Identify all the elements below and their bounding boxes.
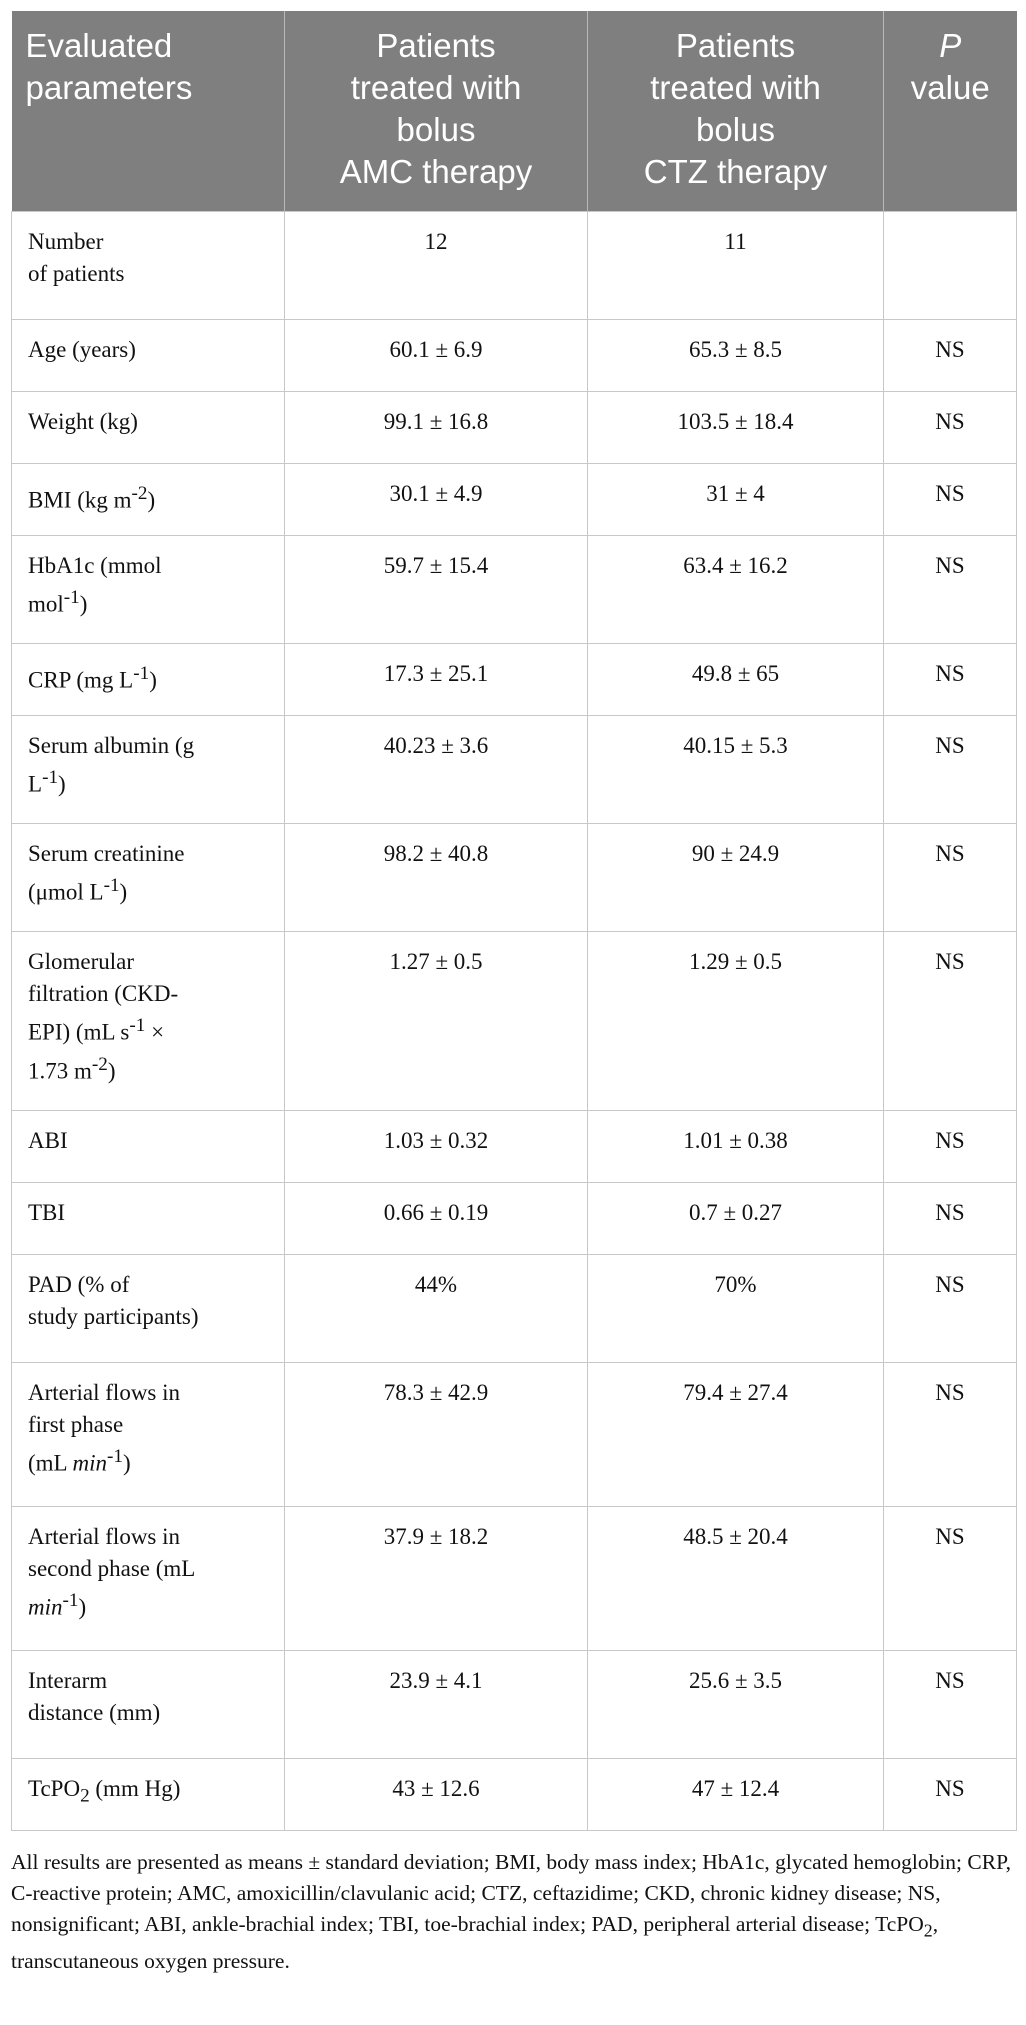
p-value: NS xyxy=(884,1507,1017,1651)
param-cell xyxy=(12,1759,285,1831)
header-evaluated-parameters xyxy=(12,11,285,212)
header-text: Patients xyxy=(675,27,796,64)
param-text: L xyxy=(28,771,43,797)
table-row xyxy=(12,392,1017,464)
param-text: Number xyxy=(28,229,104,254)
amc-value: 30.1 ± 4.9 xyxy=(285,464,588,536)
header-text: treated with xyxy=(650,69,821,106)
amc-value: 0.66 ± 0.19 xyxy=(285,1183,588,1255)
param-cell xyxy=(12,716,285,824)
table-row xyxy=(12,716,1017,824)
footnote-text: , transcutaneous oxygen pressure. xyxy=(11,1912,939,1974)
param-italic: min xyxy=(28,1594,63,1620)
header-p-value xyxy=(884,11,1017,212)
param-text: Serum albumin (g xyxy=(28,733,195,758)
param-superscript: -1 xyxy=(103,875,120,896)
amc-value: 37.9 ± 18.2 xyxy=(285,1507,588,1651)
ctz-value: 31 ± 4 xyxy=(588,464,884,536)
param-cell: TBI xyxy=(12,1183,285,1255)
table-row xyxy=(12,1759,1017,1831)
p-value: NS xyxy=(884,1651,1017,1759)
ctz-value: 48.5 ± 20.4 xyxy=(588,1507,884,1651)
table-row xyxy=(12,1255,1017,1363)
param-text: (μmol L xyxy=(28,879,104,905)
param-text: ) xyxy=(78,1594,87,1620)
param-text: of patients xyxy=(28,261,125,286)
param-text: ) xyxy=(58,771,66,797)
param-text: filtration (CKD- xyxy=(28,981,179,1006)
param-superscript: -1 xyxy=(62,1590,79,1611)
param-cell: ABI xyxy=(12,1111,285,1183)
amc-value: 1.27 ± 0.5 xyxy=(285,932,588,1111)
param-cell xyxy=(12,1363,285,1507)
table-footnote xyxy=(11,1847,1016,1977)
param-superscript: -1 xyxy=(42,767,59,788)
param-text: Arterial flows in xyxy=(28,1380,181,1405)
param-text: Arterial flows in xyxy=(28,1524,181,1549)
header-text: value xyxy=(910,69,990,106)
param-superscript: -2 xyxy=(131,483,148,504)
table-row xyxy=(12,824,1017,932)
param-cell xyxy=(12,1651,285,1759)
param-superscript: -1 xyxy=(133,663,150,684)
p-value: NS xyxy=(884,824,1017,932)
p-value: NS xyxy=(884,644,1017,716)
param-cell xyxy=(12,932,285,1111)
param-cell xyxy=(12,536,285,644)
param-text: mol xyxy=(28,591,64,617)
header-text: CTZ therapy xyxy=(643,153,828,190)
amc-value: 43 ± 12.6 xyxy=(285,1759,588,1831)
param-text: first phase xyxy=(28,1412,124,1437)
header-text xyxy=(898,25,1003,67)
ctz-value: 1.01 ± 0.38 xyxy=(588,1111,884,1183)
header-ctz xyxy=(588,11,884,212)
footnote-text: All results are presented as means ± standard deviation; BMI, body mass index; HbA1c, glycated hemoglobin; CRP, C-reactive protein; AMC, amoxicillin/clavulanic acid; CTZ, ceftazidime; CKD, chronic kidney disease; NS, nonsignificant; ABI, ankle-brachial index; TBI, toe-brachial index; PAD, peripheral arterial disease; TcPO xyxy=(11,1850,1012,1936)
ctz-value: 25.6 ± 3.5 xyxy=(588,1651,884,1759)
amc-value: 60.1 ± 6.9 xyxy=(285,320,588,392)
param-superscript: -1 xyxy=(129,1015,146,1036)
footnote-subscript: 2 xyxy=(923,1920,933,1941)
header-amc xyxy=(285,11,588,212)
p-value: NS xyxy=(884,464,1017,536)
table-row xyxy=(12,212,1017,320)
table-row xyxy=(12,1363,1017,1507)
param-text: distance (mm) xyxy=(28,1700,161,1725)
param-text: ) xyxy=(119,879,128,905)
param-text: Glomerular xyxy=(28,949,135,974)
param-text: study participants) xyxy=(28,1304,199,1329)
p-value: NS xyxy=(884,932,1017,1111)
ctz-value: 79.4 ± 27.4 xyxy=(588,1363,884,1507)
param-text: ) xyxy=(149,667,157,693)
param-text: Serum creatinine xyxy=(28,841,185,866)
param-text: ) xyxy=(122,1450,131,1476)
p-italic: P xyxy=(939,27,962,64)
param-cell xyxy=(12,212,285,320)
table-row xyxy=(12,1111,1017,1183)
param-text: PAD (% of xyxy=(28,1272,130,1297)
ctz-value: 90 ± 24.9 xyxy=(588,824,884,932)
table-row xyxy=(12,932,1017,1111)
param-cell xyxy=(12,1507,285,1651)
param-text: ) xyxy=(147,487,156,513)
param-text: BMI (kg m xyxy=(28,487,132,513)
p-value: NS xyxy=(884,392,1017,464)
table-row xyxy=(12,464,1017,536)
ctz-value: 63.4 ± 16.2 xyxy=(588,536,884,644)
amc-value: 78.3 ± 42.9 xyxy=(285,1363,588,1507)
p-value xyxy=(884,212,1017,320)
param-text: Interarm xyxy=(28,1668,108,1693)
table-row xyxy=(12,320,1017,392)
ctz-value: 1.29 ± 0.5 xyxy=(588,932,884,1111)
param-cell: Weight (kg) xyxy=(12,392,285,464)
ctz-value: 11 xyxy=(588,212,884,320)
param-text: ) xyxy=(107,1058,116,1084)
ctz-value: 0.7 ± 0.27 xyxy=(588,1183,884,1255)
ctz-value: 65.3 ± 8.5 xyxy=(588,320,884,392)
p-value: NS xyxy=(884,1363,1017,1507)
p-value: NS xyxy=(884,1111,1017,1183)
header-text: Patients xyxy=(376,27,496,64)
table-row xyxy=(12,1651,1017,1759)
table-container xyxy=(11,11,1016,1831)
param-cell xyxy=(12,644,285,716)
ctz-value: 103.5 ± 18.4 xyxy=(588,392,884,464)
param-text: 1.73 m xyxy=(28,1058,92,1084)
amc-value: 1.03 ± 0.32 xyxy=(285,1111,588,1183)
results-table xyxy=(11,11,1017,1831)
param-cell xyxy=(12,824,285,932)
param-text: EPI) (mL s xyxy=(28,1019,130,1045)
ctz-value: 70% xyxy=(588,1255,884,1363)
amc-value: 44% xyxy=(285,1255,588,1363)
param-cell xyxy=(12,1255,285,1363)
ctz-value: 47 ± 12.4 xyxy=(588,1759,884,1831)
amc-value: 99.1 ± 16.8 xyxy=(285,392,588,464)
p-value: NS xyxy=(884,320,1017,392)
amc-value: 17.3 ± 25.1 xyxy=(285,644,588,716)
amc-value: 59.7 ± 15.4 xyxy=(285,536,588,644)
header-text: bolus xyxy=(396,111,476,148)
param-text: (mm Hg) xyxy=(89,1776,181,1801)
param-italic: min xyxy=(72,1450,107,1476)
param-text: TcPO xyxy=(28,1776,81,1801)
header-text: Evaluated xyxy=(25,27,173,64)
p-value: NS xyxy=(884,1183,1017,1255)
amc-value: 23.9 ± 4.1 xyxy=(285,1651,588,1759)
param-text: second phase (mL xyxy=(28,1556,196,1581)
param-text: × xyxy=(145,1019,165,1045)
table-row xyxy=(12,1507,1017,1651)
table-row xyxy=(12,536,1017,644)
param-text: CRP (mg L xyxy=(28,667,134,693)
param-superscript: -1 xyxy=(107,1446,123,1467)
param-text: (mL xyxy=(28,1450,73,1476)
param-text: ) xyxy=(79,591,88,617)
table-header-row xyxy=(12,11,1017,212)
header-text: treated with xyxy=(350,69,522,106)
param-text: HbA1c (mmol xyxy=(28,553,162,578)
p-value: NS xyxy=(884,1255,1017,1363)
header-text: parameters xyxy=(25,69,193,106)
amc-value: 40.23 ± 3.6 xyxy=(285,716,588,824)
amc-value: 12 xyxy=(285,212,588,320)
header-text: AMC therapy xyxy=(339,153,533,190)
p-value: NS xyxy=(884,536,1017,644)
header-text: bolus xyxy=(696,111,775,148)
param-superscript: -1 xyxy=(63,587,80,608)
p-value: NS xyxy=(884,716,1017,824)
param-subscript: 2 xyxy=(80,1785,90,1807)
p-value: NS xyxy=(884,1759,1017,1831)
param-cell: Age (years) xyxy=(12,320,285,392)
amc-value: 98.2 ± 40.8 xyxy=(285,824,588,932)
param-superscript: -2 xyxy=(91,1053,108,1075)
ctz-value: 40.15 ± 5.3 xyxy=(588,716,884,824)
param-cell xyxy=(12,464,285,536)
table-row xyxy=(12,644,1017,716)
table-row xyxy=(12,1183,1017,1255)
ctz-value: 49.8 ± 65 xyxy=(588,644,884,716)
